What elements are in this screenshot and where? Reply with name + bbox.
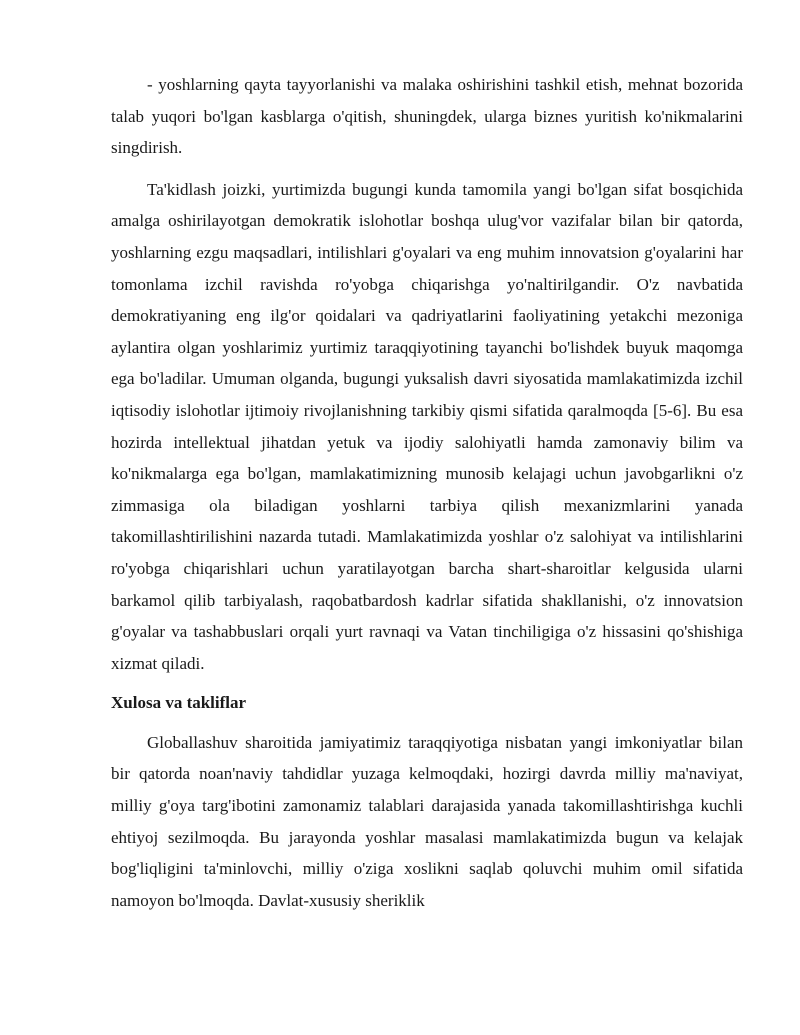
body-paragraph-globalization: Globallashuv sharoitida jamiyatimiz taraqqiyotiga nisbatan yangi imkoniyatlar bilan bir qatorda noan'naviy tahdidlar yuzaga kelmoqdaki, hozirgi davrda milliy ma'naviyat, milliy g'oya targ'ibotini zamonamiz talablari darajasida yanada takomillashtirishga kuchli ehtiyoj sezilmoqda. Bu jarayonda yoshlar masalasi mamlakatimizda bugun va kelajak bog'liqligini ta'minlovchi, milliy o'ziga xoslikni saqlab qoluvchi muhim omil sifatida namoyon bo'lmoqda. Davlat-xususiy sheriklik [111,732,743,910]
bullet-paragraph: - yoshlarning qayta tayyorlanishi va malaka oshirishini tashkil etish, mehnat bozorida talab yuqori bo'lgan kasblarga o'qitish, shuningdek, ularga biznes yuritish ko'nikmalarini singdirish. [111,75,743,158]
section-heading-conclusions: Xulosa va takliflar [111,693,247,713]
body-paragraph-democratic-reforms: Ta'kidlash joizki, yurtimizda bugungi kunda tamomila yangi bo'lgan sifat bosqichida amalga oshirilayotgan demokratik islohotlar boshqa ulug'vor vazifalar bilan bir qatorda, yoshlarning ezgu maqsadlari, intilishlari g'oyalari va eng muhim innovatsion g'oyalarini har tomonlama izchil ravishda ro'yobga chiqarishga yo'naltirilgandir. O'z navbatida demokratiyaning eng ilg'or qoidalari va qadriyatlarini faoliyatining yetakchi mezoniga aylantira olgan yoshlarimiz yurtimiz taraqqiyotining tayanchi bo'lishdek buyuk maqomga ega bo'ladilar. Umuman olganda, bugungi yuksalish davri siyosatida mamlakatimizda izchil iqtisodiy islohotlar ijtimoiy rivojlanishning tarkibiy qismi sifatida qaralmoqda [5-6]. Bu esa hozirda intellektual jihatdan yetuk va ijodiy salohiyatli hamda zamonaviy bilim va ko'nikmalarga ega bo'lgan, mamlakatimizning munosib kelajagi uchun javobgarlikni o'z zimmasiga ola biladigan yoshlarni tarbiya qilish mexanizmlarini yanada takomillashtirilishini nazarda tutadi. Mamlakatimizda yoshlar o'z salohiyat va intilishlarini ro'yobga chiqarishlari uchun yaratilayotgan barcha shart-sharoitlar kelgusida ularni barkamol qilib tarbiyalash, raqobatbardosh kadrlar sifatida shakllanishi, o'z innovatsion g'oyalar va tashabbuslari orqali yurt ravnaqi va Vatan tinchiligiga o'z hissasini qo'shishiga xizmat qiladi. [111,179,743,673]
document-page [111,69,743,924]
